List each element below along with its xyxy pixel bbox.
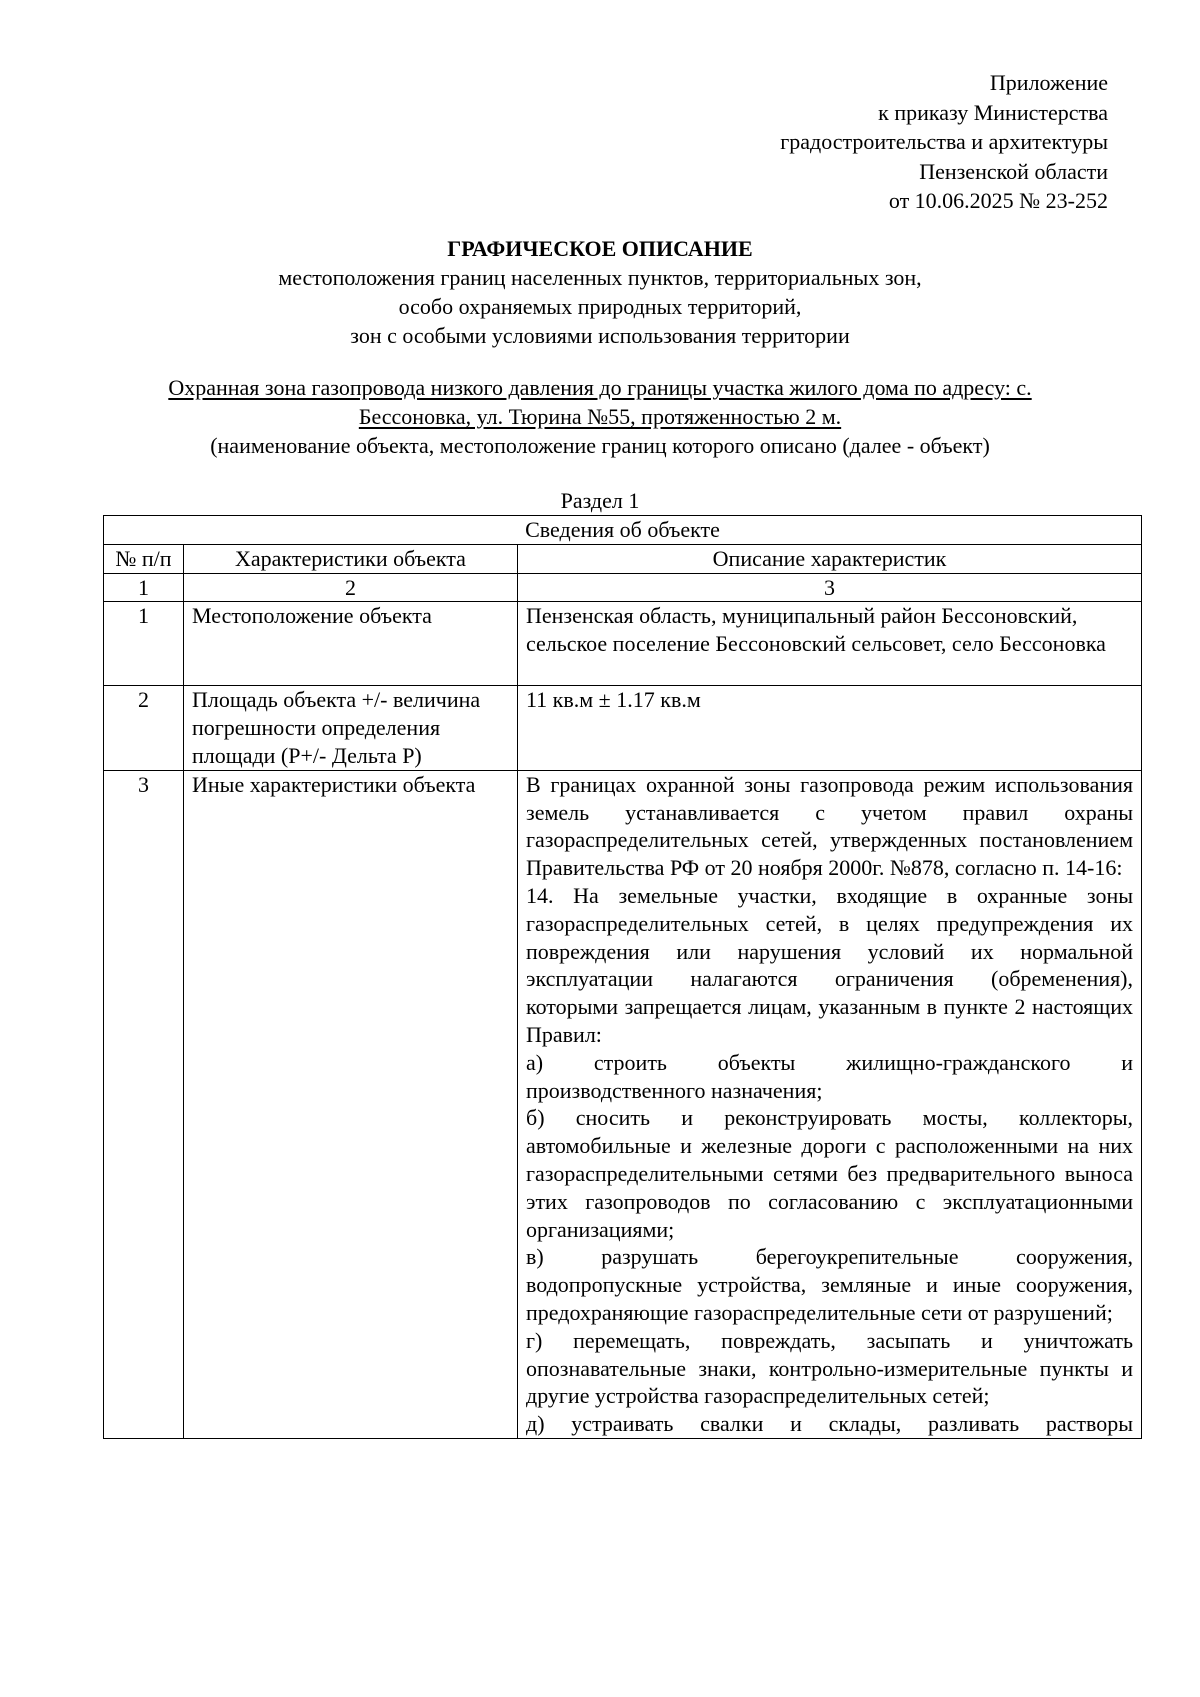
title-block — [100, 234, 1100, 350]
column-number: 2 — [184, 573, 518, 602]
column-number: 3 — [518, 573, 1142, 602]
description-paragraph: 14. На земельные участки, входящие в охранные зоны газораспределительных сетей, в целях предупреждения их повреждения или нарушения условий их нормальной эксплуатации налагаются ограничения (обременения), которыми запрещается лицам, указанным в пункте 2 настоящих Правил: — [526, 882, 1134, 1047]
object-caption: (наименование объекта, местоположение границ которого описано (далее - объект) — [210, 433, 990, 458]
row-number: 3 — [104, 770, 184, 1438]
column-number-row — [104, 573, 1142, 602]
row-description — [518, 770, 1142, 1438]
object-name-line: Охранная зона газопровода низкого давления до границы участка жилого дома по адресу: с. — [168, 375, 1032, 400]
section-label: Раздел 1 — [560, 488, 640, 513]
appendix-header — [780, 68, 1108, 216]
table-row — [104, 770, 1142, 1438]
description-paragraph: б) сносить и реконструировать мосты, коллекторы, автомобильные и железные дороги с расположенными на них газораспределительными сетями без предварительного выноса этих газопроводов по согласованию с эксплуатационными организациями; — [526, 1105, 1134, 1242]
table-title-row — [104, 516, 1142, 545]
object-name-line: Бессоновка, ул. Тюрина №55, протяженностью 2 м. — [358, 404, 842, 429]
row-characteristic: Иные характеристики объекта — [184, 770, 518, 1438]
object-info-table — [103, 515, 1142, 1439]
object-name-block — [100, 373, 1100, 460]
table-row — [104, 602, 1142, 686]
description-paragraph: д) устраивать свалки и склады, разливать растворы — [526, 1411, 1134, 1437]
description-paragraph: в) разрушать берегоукрепительные сооружения, водопропускные устройства, земляные и иные сооружения, предохраняющие газораспределительные сети от разрушений; — [526, 1244, 1134, 1325]
row-number: 1 — [104, 602, 184, 686]
row-characteristic: Местоположение объекта — [184, 602, 518, 686]
table-title: Сведения об объекте — [104, 516, 1142, 545]
appendix-line: Приложение — [989, 70, 1108, 95]
appendix-line: от 10.06.2025 № 23-252 — [888, 188, 1108, 213]
column-header: Характеристики объекта — [184, 544, 518, 573]
description-paragraph: г) перемещать, повреждать, засыпать и уничтожать опознавательные знаки, контрольно-измерительные пункты и другие устройства газораспределительных сетей; — [526, 1327, 1134, 1409]
description-paragraph: В границах охранной зоны газопровода режим использования земель устанавливается с учетом правил охраны газораспределительных сетей, утвержденных постановлением Правительства РФ от 20 ноября 2000г. №878, согласно п. 14-16: — [526, 771, 1134, 881]
description-paragraph: а) строить объекты жилищно-гражданского и производственного назначения; — [526, 1049, 1134, 1103]
title-line: местоположения границ населенных пунктов, территориальных зон, — [278, 265, 922, 290]
row-description: 11 кв.м ± 1.17 кв.м — [518, 686, 1142, 770]
title-line: зон с особыми условиями использования территории — [350, 323, 850, 348]
table-row — [104, 686, 1142, 770]
row-characteristic: Площадь объекта +/- величина погрешности определения площади (Р+/- Дельта Р) — [184, 686, 518, 770]
row-description: Пензенская область, муниципальный район Бессоновский, сельское поселение Бессоновский сельсовет, село Бессоновка — [518, 602, 1142, 686]
appendix-line: Пензенской области — [919, 158, 1108, 184]
column-header: № п/п — [104, 544, 184, 573]
appendix-line: градостроительства и архитектуры — [780, 129, 1108, 154]
column-header: Описание характеристик — [518, 544, 1142, 573]
title-line: особо охраняемых природных территорий, — [398, 294, 802, 319]
document-title: ГРАФИЧЕСКОЕ ОПИСАНИЕ — [447, 236, 753, 261]
row-number: 2 — [104, 686, 184, 770]
appendix-line: к приказу Министерства — [878, 99, 1108, 125]
column-number: 1 — [104, 573, 184, 602]
table-header-row — [104, 544, 1142, 573]
